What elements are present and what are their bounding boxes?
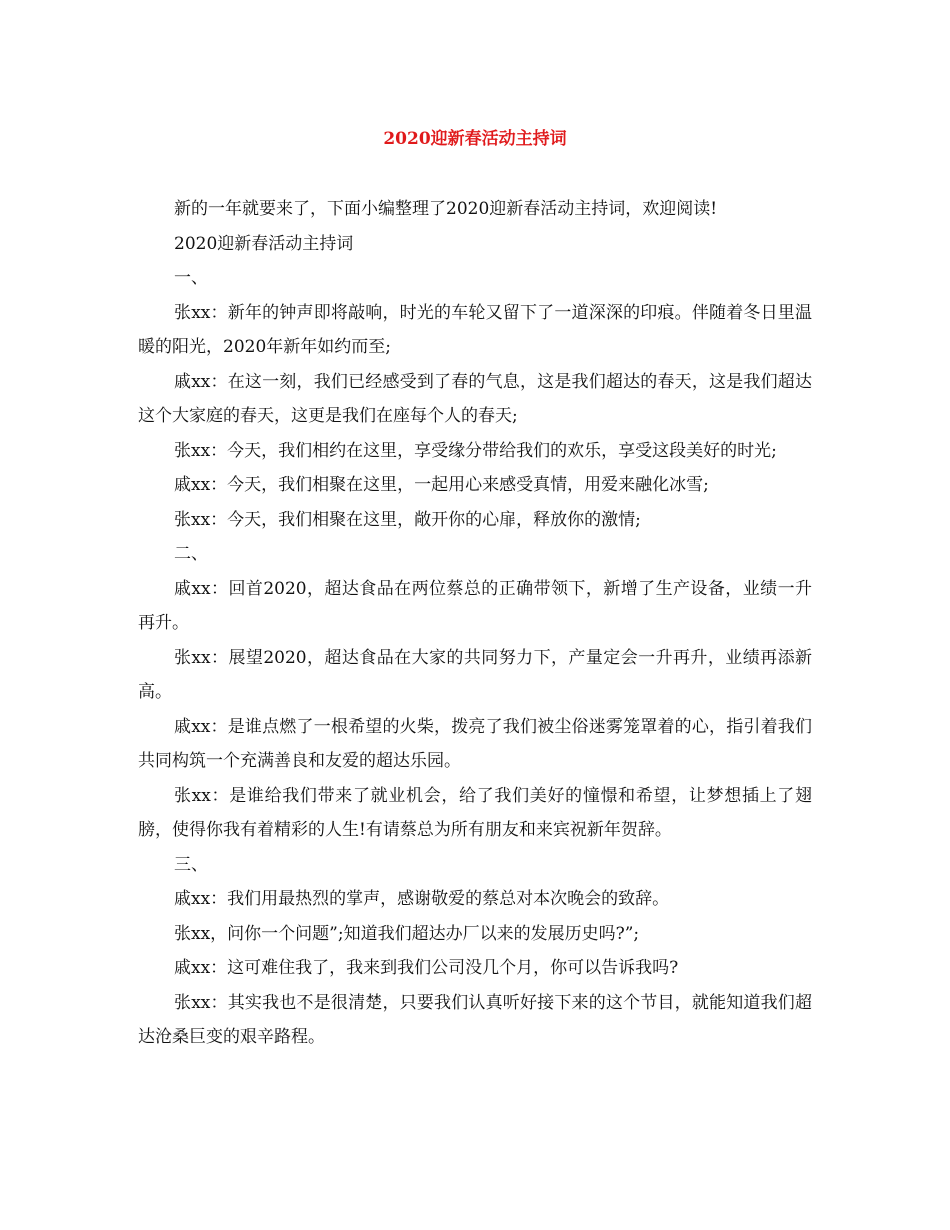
paragraph: 张xx：展望2020，超达食品在大家的共同努力下，产量定会一升再升，业绩再添新高。	[138, 647, 812, 702]
paragraph: 张xx：是谁给我们带来了就业机会，给了我们美好的憧憬和希望，让梦想插上了翅膀，使得你我有着精彩的人生!有请蔡总为所有朋友和来宾祝新年贺辞。	[138, 785, 812, 840]
paragraph: 张xx：其实我也不是很清楚，只要我们认真听好接下来的这个节目，就能知道我们超达沧桑巨变的艰辛路程。	[138, 992, 812, 1047]
paragraph: 张xx：新年的钟声即将敲响，时光的车轮又留下了一道深深的印痕。伴随着冬日里温暖的阳光，2020年新年如约而至;	[138, 302, 812, 357]
section-heading: 一、	[174, 268, 208, 288]
document-title: 2020迎新春活动主持词	[383, 129, 567, 149]
paragraph: 张xx：今天，我们相约在这里，享受缘分带给我们的欢乐，享受这段美好的时光;	[174, 440, 777, 461]
paragraph: 2020迎新春活动主持词	[174, 233, 354, 254]
section-heading: 三、	[174, 854, 208, 875]
section-heading: 二、	[174, 544, 208, 564]
document-body	[138, 192, 812, 1055]
paragraph: 戚xx：这可难住我了，我来到我们公司没几个月，你可以告诉我吗?	[174, 958, 679, 978]
paragraph: 戚xx：回首2020，超达食品在两位蔡总的正确带领下，新增了生产设备，业绩一升再升。	[138, 578, 812, 633]
paragraph: 戚xx：在这一刻，我们已经感受到了春的气息，这是我们超达的春天，这是我们超达这个大家庭的春天，这更是我们在座每个人的春天;	[138, 371, 812, 426]
paragraph: 戚xx：今天，我们相聚在这里，一起用心来感受真情，用爱来融化冰雪;	[174, 475, 709, 495]
paragraph: 新的一年就要来了，下面小编整理了2020迎新春活动主持词，欢迎阅读!	[174, 199, 718, 219]
paragraph: 张xx，问你一个问题”;知道我们超达办厂以来的发展历史吗?”;	[174, 923, 640, 944]
paragraph: 戚xx：我们用最热烈的掌声，感谢敬爱的蔡总对本次晚会的致辞。	[174, 889, 670, 909]
paragraph: 戚xx：是谁点燃了一根希望的火柴，拨亮了我们被尘俗迷雾笼罩着的心，指引着我们共同构筑一个充满善良和友爱的超达乐园。	[138, 716, 812, 771]
paragraph: 张xx：今天，我们相聚在这里，敞开你的心扉，释放你的激情;	[174, 509, 641, 530]
